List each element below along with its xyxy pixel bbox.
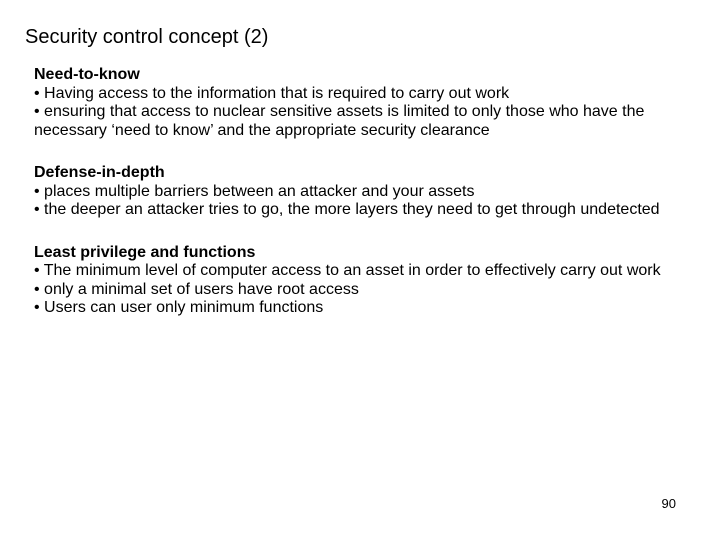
slide-content — [34, 66, 684, 342]
section-heading: Need-to-know — [34, 66, 140, 83]
bullet-item: • only a minimal set of users have root access — [34, 280, 359, 298]
slide-title: Security control concept (2) — [25, 26, 269, 48]
bullet-item: • ensuring that access to nuclear sensitive assets is limited to only those who have the necessary ‘need to know’ and the appropriate security clearance — [34, 103, 645, 139]
section-least-privilege — [34, 244, 684, 318]
section-heading: Least privilege and functions — [34, 243, 256, 261]
section-heading: Defense-in-depth — [34, 164, 165, 181]
section-need-to-know — [34, 66, 684, 140]
bullet-item: • The minimum level of computer access to an asset in order to effectively carry out work — [34, 262, 661, 279]
bullet-item: • Users can user only minimum functions — [34, 299, 324, 316]
page-number: 90 — [661, 496, 676, 511]
bullet-item: • the deeper an attacker tries to go, the more layers they need to get through undetected — [34, 201, 660, 218]
bullet-item: • places multiple barriers between an attacker and your assets — [34, 182, 475, 200]
bullet-item: • Having access to the information that is required to carry out work — [34, 84, 510, 102]
section-defense-in-depth — [34, 164, 684, 220]
